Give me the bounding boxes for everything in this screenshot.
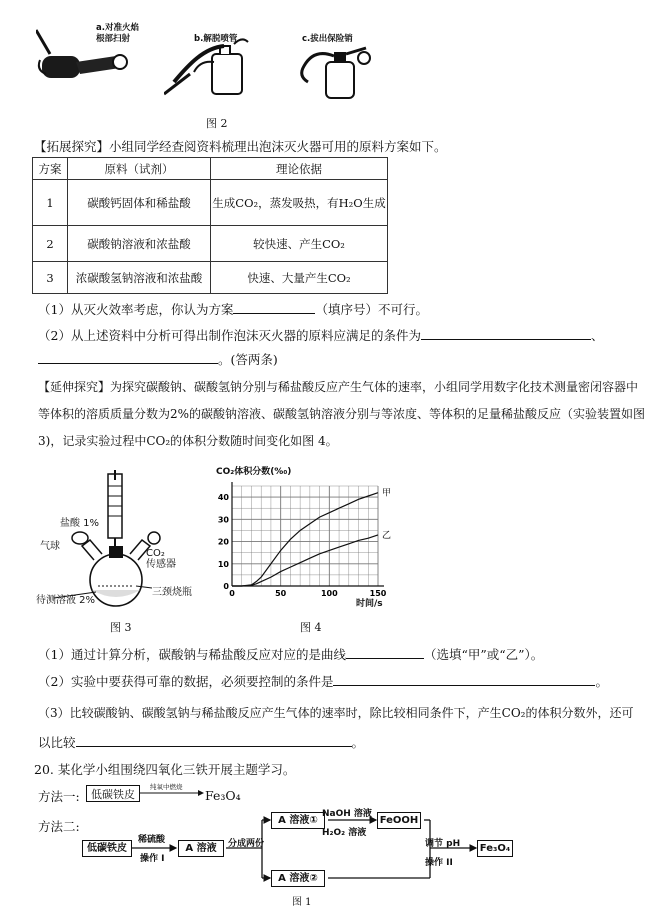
table-header: 方案 bbox=[33, 158, 68, 180]
question-text: 。(答两条) bbox=[218, 352, 278, 367]
extend-question-3-cont bbox=[38, 733, 364, 751]
flow-reagent-top: NaOH 溶液 bbox=[322, 809, 372, 819]
y-tick-label: 40 bbox=[217, 493, 229, 503]
extend-question-3 bbox=[38, 704, 633, 721]
fig3-flask-label: 三颈烧瓶 bbox=[152, 587, 192, 598]
y-tick-label: 10 bbox=[217, 559, 229, 569]
answer-blank[interactable] bbox=[346, 646, 424, 659]
y-tick-label: 30 bbox=[217, 515, 229, 525]
paragraph-text: 等体积的溶质质量分数为2%的碳酸钠溶液、碳酸氢钠溶液分别与等浓度、等体积的足量稀盐酸反应（实验装置如图 bbox=[38, 407, 646, 421]
extend-line-1 bbox=[38, 378, 638, 395]
flow-reagent-bottom: H₂O₂ 溶液 bbox=[322, 828, 367, 838]
expand-question-2-cont bbox=[38, 350, 278, 368]
question-text: （1）从灭火效率考虑，你认为方案 bbox=[38, 302, 234, 317]
expand-question-1 bbox=[38, 300, 428, 318]
figure-2 bbox=[36, 20, 376, 100]
table-cell: 生成CO₂，蒸发吸热，有H₂O生成 bbox=[211, 180, 388, 226]
figure-2-caption: 图 2 bbox=[206, 117, 228, 130]
flow-step1-top: 稀硫酸 bbox=[138, 835, 166, 845]
table-cell: 2 bbox=[33, 226, 68, 262]
paragraph-text: 为探究碳酸钠、碳酸氢钠分别与稀盐酸反应产生气体的速率，小组同学用数字化技术测量密闭容器中 bbox=[110, 380, 639, 394]
flow-split-label: 分成两份 bbox=[228, 839, 265, 849]
answer-blank[interactable] bbox=[38, 351, 218, 364]
fig3-sensor-label bbox=[146, 548, 186, 570]
extend-heading: 【延伸探究】 bbox=[38, 380, 111, 394]
table-row bbox=[33, 262, 388, 294]
answer-blank[interactable] bbox=[76, 734, 352, 747]
x-tick-label: 150 bbox=[369, 589, 387, 598]
method1-start-box: 低碳铁皮 bbox=[86, 785, 140, 802]
fig3-hcl-label: 盐酸 1% bbox=[60, 518, 100, 529]
q20-title: 20. 某化学小组围绕四氧化三铁开展主题学习。 bbox=[34, 762, 296, 777]
table-cell: 1 bbox=[33, 180, 68, 226]
table-header: 原料（试剂） bbox=[68, 158, 211, 180]
panel-b-label: b.解脱喷管 bbox=[194, 34, 238, 44]
panel-c-label: c.拔出保险销 bbox=[302, 34, 353, 44]
extend-question-2 bbox=[38, 672, 608, 690]
expand-heading: 【拓展探究】 bbox=[34, 139, 110, 154]
expand-intro: 小组同学经查阅资料梳理出泡沫灭火器可用的原料方案如下。 bbox=[109, 139, 447, 154]
extend-line-3 bbox=[38, 432, 338, 449]
series-line-2 bbox=[232, 535, 378, 586]
flow-step1-bottom: 操作 I bbox=[140, 854, 165, 864]
table-cell: 快速、大量产生CO₂ bbox=[211, 262, 388, 294]
question-text: 。 bbox=[351, 735, 365, 750]
question-text: 、 bbox=[590, 328, 604, 343]
fig3-solution-label: 待测溶液 2% bbox=[36, 595, 96, 606]
expand-question-2 bbox=[38, 326, 603, 344]
plan-table bbox=[32, 157, 388, 294]
flow-ph-top: 调节 pH bbox=[425, 839, 461, 849]
answer-blank[interactable] bbox=[333, 673, 595, 686]
answer-blank[interactable] bbox=[233, 301, 315, 314]
table-cell: 碳酸钙固体和稀盐酸 bbox=[68, 180, 211, 226]
question-text: 以比较 bbox=[38, 735, 76, 750]
pull-pin-illustration bbox=[294, 42, 380, 100]
table-cell: 浓碳酸氢钠溶液和浓盐酸 bbox=[68, 262, 211, 294]
figure-4-chart bbox=[208, 478, 398, 608]
method1-arrow bbox=[140, 789, 204, 797]
y-tick-label: 20 bbox=[217, 537, 229, 547]
flow-product-box: Fe₃O₄ bbox=[477, 840, 513, 857]
method2-label: 方法二: bbox=[38, 819, 80, 834]
flow-a-solution-box: A 溶液 bbox=[178, 840, 224, 857]
extend-question-1 bbox=[38, 645, 543, 663]
method1-arrow-label: 纯氧中燃烧 bbox=[150, 783, 183, 791]
flow-ph-bottom: 操作 II bbox=[425, 858, 453, 868]
flow-a2-box: A 溶液② bbox=[271, 870, 325, 887]
y-tick-label: 0 bbox=[223, 582, 229, 591]
x-tick-label: 50 bbox=[275, 589, 287, 598]
question-text: （填序号）不可行。 bbox=[315, 302, 428, 317]
question-text: （2）实验中要获得可靠的数据，必须要控制的条件是 bbox=[38, 674, 334, 689]
figure-1-caption: 图 1 bbox=[292, 897, 312, 908]
chart-title: CO₂体积分数(%₀) bbox=[216, 467, 292, 477]
paragraph-text: 3)，记录实验过程中CO₂的体积分数随时间变化如图 4。 bbox=[38, 434, 338, 448]
series-label: 乙 bbox=[382, 530, 392, 541]
answer-blank[interactable] bbox=[421, 327, 591, 340]
table-header: 理论依据 bbox=[211, 158, 388, 180]
table-cell: 3 bbox=[33, 262, 68, 294]
question-text: 。 bbox=[595, 674, 608, 689]
series-line-1 bbox=[232, 493, 378, 586]
table-row bbox=[33, 180, 388, 226]
method1-product: Fe₃O₄ bbox=[205, 788, 241, 803]
chart-xlabel: 时间/s bbox=[356, 599, 383, 609]
flow-feooh-box: FeOOH bbox=[377, 812, 421, 829]
sensor-line-1: CO₂ bbox=[146, 548, 165, 559]
flow-a1-box: A 溶液① bbox=[271, 812, 325, 829]
table-cell: 较快速、产生CO₂ bbox=[211, 226, 388, 262]
fig3-balloon-label: 气球 bbox=[40, 541, 60, 552]
figure-4-caption: 图 4 bbox=[300, 621, 322, 634]
sensor-line-2: 传感器 bbox=[146, 559, 176, 570]
question-text: （1）通过计算分析，碳酸钠与稀盐酸反应对应的是曲线 bbox=[38, 647, 346, 662]
table-row bbox=[33, 226, 388, 262]
x-tick-label: 100 bbox=[320, 589, 338, 598]
table-cell: 碳酸钠溶液和浓盐酸 bbox=[68, 226, 211, 262]
question-text: （3）比较碳酸钠、碳酸氢钠与稀盐酸反应产生气体的速率时，除比较相同条件下，产生CO₂的体积分数外，还可 bbox=[38, 706, 634, 720]
expand-intro-line bbox=[34, 137, 447, 155]
panel-a-label: a.对准火焰 根部扫射 bbox=[96, 23, 139, 44]
method1-label: 方法一: bbox=[38, 789, 80, 804]
x-tick-label: 0 bbox=[229, 589, 235, 598]
flow-start-box: 低碳铁皮 bbox=[82, 840, 132, 857]
series-label: 甲 bbox=[382, 488, 392, 499]
figure-3-caption: 图 3 bbox=[110, 621, 132, 634]
extend-line-2 bbox=[38, 405, 645, 422]
question-text: （2）从上述资料中分析可得出制作泡沫灭火器的原料应满足的条件为 bbox=[38, 328, 421, 343]
question-text: （选填“甲”或“乙”）。 bbox=[423, 647, 544, 662]
